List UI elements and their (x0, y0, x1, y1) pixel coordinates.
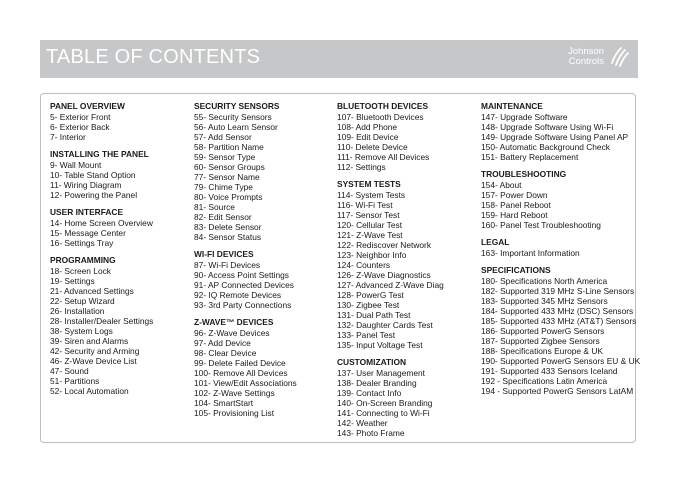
toc-entry[interactable]: 126- Z-Wave Diagnostics (337, 270, 431, 280)
toc-entry[interactable]: 108- Add Phone (337, 122, 398, 132)
contents-panel (40, 93, 641, 443)
toc-entry[interactable]: 160- Panel Test Troubleshooting (481, 220, 601, 230)
toc-entry[interactable]: 137- User Management (337, 368, 425, 378)
toc-entry[interactable]: 90- Access Point Settings (194, 270, 289, 280)
toc-entry[interactable]: 123- Neighbor Info (337, 250, 407, 260)
toc-entry[interactable]: 154- About (481, 180, 522, 190)
toc-entry[interactable]: 107- Bluetooth Devices (337, 112, 424, 122)
toc-entry[interactable]: 102- Z-Wave Settings (194, 388, 275, 398)
toc-entry[interactable]: 92- IQ Remote Devices (194, 290, 282, 300)
toc-entry[interactable]: 191- Supported 433 Sensors Iceland (481, 366, 618, 376)
toc-entry[interactable]: 60- Sensor Groups (194, 162, 265, 172)
toc-entry[interactable]: 93- 3rd Party Connections (194, 300, 292, 310)
toc-entry[interactable]: 11- Wiring Diagram (50, 180, 122, 190)
toc-entry[interactable]: 55- Security Sensors (194, 112, 272, 122)
section-bluetooth-devices (337, 101, 477, 172)
toc-entry[interactable]: 46- Z-Wave Device List (50, 356, 137, 366)
toc-entry[interactable]: 99- Delete Failed Device (194, 358, 286, 368)
toc-entry[interactable]: 142- Weather (337, 418, 388, 428)
section-installing-the-panel (50, 149, 190, 200)
section-title: BLUETOOTH DEVICES (337, 101, 429, 111)
toc-entry[interactable]: 163- Important Information (481, 248, 580, 258)
section-title: USER INTERFACE (50, 207, 124, 217)
toc-entry[interactable]: 15- Message Center (50, 228, 126, 238)
section-title: TROUBLESHOOTING (481, 169, 567, 179)
toc-entry[interactable]: 56- Auto Learn Sensor (194, 122, 278, 132)
toc-entry[interactable]: 185- Supported 433 MHz (AT&T) Sensors (481, 316, 637, 326)
section-troubleshooting (481, 169, 637, 230)
page-title: TABLE OF CONTENTS (46, 46, 261, 68)
toc-entry[interactable]: 148- Upgrade Software Using Wi-Fi (481, 122, 614, 132)
toc-entry[interactable]: 42- Security and Arming (50, 346, 140, 356)
section-legal (481, 237, 637, 258)
section-maintenance (481, 101, 637, 162)
toc-entry[interactable]: 157- Power Down (481, 190, 548, 200)
toc-entry[interactable]: 159- Hard Reboot (481, 210, 548, 220)
section-wi-fi-devices (194, 249, 334, 310)
toc-entry[interactable]: 117- Sensor Test (337, 210, 400, 220)
toc-entry[interactable]: 97- Add Device (194, 338, 251, 348)
toc-entry[interactable]: 10- Table Stand Option (50, 170, 136, 180)
toc-entry[interactable]: 128- PowerG Test (337, 290, 404, 300)
toc-entry[interactable]: 133- Panel Test (337, 330, 396, 340)
brand-wordmark (568, 47, 604, 67)
toc-entry[interactable]: 58- Partition Name (194, 142, 264, 152)
section-security-sensors (194, 101, 334, 242)
toc-entry[interactable]: 77- Sensor Name (194, 172, 260, 182)
toc-entry[interactable]: 83- Delete Sensor (194, 222, 262, 232)
toc-entry[interactable]: 101- View/Edit Associations (194, 378, 297, 388)
toc-entry[interactable]: 182- Supported 319 MHz S-Line Sensors (481, 286, 635, 296)
toc-entry[interactable]: 151- Battery Replacement (481, 152, 579, 162)
toc-entry[interactable]: 158- Panel Reboot (481, 200, 551, 210)
toc-entry[interactable]: 51- Partitions (50, 376, 100, 386)
toc-entry[interactable]: 127- Advanced Z-Wave Diag (337, 280, 444, 290)
toc-entry[interactable]: 143- Photo Frame (337, 428, 405, 438)
toc-entry[interactable]: 26- Installation (50, 306, 105, 316)
toc-entry[interactable]: 184- Supported 433 MHz (DSC) Sensors (481, 306, 634, 316)
toc-entry[interactable]: 116- Wi-Fi Test (337, 200, 393, 210)
section-programming (50, 255, 190, 396)
toc-entry[interactable]: 135- Input Voltage Test (337, 340, 423, 350)
toc-column-2 (194, 101, 334, 425)
toc-entry[interactable]: 59- Sensor Type (194, 152, 256, 162)
toc-entry[interactable]: 140- On-Screen Branding (337, 398, 433, 408)
section-title: CUSTOMIZATION (337, 357, 407, 367)
brand-line-2: Controls (568, 56, 604, 67)
toc-entry[interactable]: 5- Exterior Front (50, 112, 111, 122)
toc-entry[interactable]: 6- Exterior Back (50, 122, 110, 132)
toc-entry[interactable]: 91- AP Connected Devices (194, 280, 294, 290)
toc-entry[interactable]: 38- System Logs (50, 326, 113, 336)
toc-entry[interactable]: 138- Dealer Branding (337, 378, 417, 388)
toc-column-4 (481, 101, 641, 403)
toc-entry[interactable]: 110- Delete Device (337, 142, 408, 152)
toc-entry[interactable]: 149- Upgrade Software Using Panel AP (481, 132, 629, 142)
toc-entry[interactable]: 139- Contact Info (337, 388, 402, 398)
toc-entry[interactable]: 104- SmartStart (194, 398, 254, 408)
section-title: INSTALLING THE PANEL (50, 149, 149, 159)
toc-entry[interactable]: 111- Remove All Devices (337, 152, 430, 162)
toc-entry[interactable]: 12- Powering the Panel (50, 190, 138, 200)
toc-entry[interactable]: 98- Clear Device (194, 348, 257, 358)
toc-entry[interactable]: 186- Supported PowerG Sensors (481, 326, 605, 336)
toc-entry[interactable]: 79- Chime Type (194, 182, 253, 192)
toc-entry[interactable]: 120- Cellular Test (337, 220, 403, 230)
section-title: PROGRAMMING (50, 255, 116, 265)
toc-column-1 (50, 101, 190, 403)
toc-entry[interactable]: 81- Source (194, 202, 235, 212)
toc-entry[interactable]: 150- Automatic Background Check (481, 142, 610, 152)
toc-entry[interactable]: 131- Dual Path Test (337, 310, 411, 320)
toc-entry[interactable]: 47- Sound (50, 366, 89, 376)
toc-entry[interactable]: 112- Settings (337, 162, 386, 172)
toc-entry[interactable]: 9- Wall Mount (50, 160, 102, 170)
section-system-tests (337, 179, 477, 350)
section-z-wave-devices (194, 317, 334, 418)
toc-entry[interactable]: 124- Counters (337, 260, 391, 270)
toc-entry[interactable]: 132- Daughter Cards Test (337, 320, 433, 330)
section-title: MAINTENANCE (481, 101, 543, 111)
toc-entry[interactable]: 82- Edit Sensor (194, 212, 252, 222)
section-title: PANEL OVERVIEW (50, 101, 125, 111)
section-user-interface (50, 207, 190, 248)
brand-line-1: Johnson (568, 46, 604, 57)
section-customization (337, 357, 477, 438)
header-bar (40, 40, 638, 78)
toc-entry[interactable]: 190- Supported PowerG Sensors EU & UK (481, 356, 641, 366)
section-panel-overview (50, 101, 190, 142)
toc-entry[interactable]: 105- Provisioning List (194, 408, 275, 418)
toc-entry[interactable]: 122- Rediscover Network (337, 240, 432, 250)
section-title: WI-FI DEVICES (194, 249, 254, 259)
section-title: LEGAL (481, 237, 510, 247)
toc-entry[interactable]: 84- Sensor Status (194, 232, 262, 242)
toc-column-3 (337, 101, 477, 445)
toc-entry[interactable]: 21- Advanced Settings (50, 286, 134, 296)
toc-entry[interactable]: 22- Setup Wizard (50, 296, 115, 306)
toc-entry[interactable]: 194 - Supported PowerG Sensors LatAM (481, 386, 634, 396)
toc-entry[interactable]: 18- Screen Lock (50, 266, 111, 276)
toc-entry[interactable]: 14- Home Screen Overview (50, 218, 153, 228)
section-title: SECURITY SENSORS (194, 101, 280, 111)
toc-entry[interactable]: 192 - Specifications Latin America (481, 376, 608, 386)
toc-entry[interactable]: 114- System Tests (337, 190, 406, 200)
toc-entry[interactable]: 147- Upgrade Software (481, 112, 568, 122)
section-title: SPECIFICATIONS (481, 265, 551, 275)
toc-entry[interactable]: 109- Edit Device (337, 132, 399, 142)
toc-entry[interactable]: 87- Wi-Fi Devices (194, 260, 261, 270)
toc-entry[interactable]: 28- Installer/Dealer Settings (50, 316, 154, 326)
toc-entry[interactable]: 19- Settings (50, 276, 95, 286)
toc-entry[interactable]: 183- Supported 345 MHz Sensors (481, 296, 608, 306)
toc-entry[interactable]: 7- Interior (50, 132, 86, 142)
section-specifications (481, 265, 641, 396)
toc-entry[interactable]: 16- Settings Tray (50, 238, 114, 248)
section-title: SYSTEM TESTS (337, 179, 401, 189)
toc-entry[interactable]: 52- Local Automation (50, 386, 129, 396)
brand-logo (568, 45, 630, 69)
johnson-controls-logo-icon (608, 45, 630, 69)
toc-entry[interactable]: 96- Z-Wave Devices (194, 328, 270, 338)
toc-entry[interactable]: 121- Z-Wave Test (337, 230, 403, 240)
toc-entry[interactable]: 57- Add Sensor (194, 132, 252, 142)
toc-entry[interactable]: 180- Specifications North America (481, 276, 608, 286)
toc-entry[interactable]: 39- Siren and Alarms (50, 336, 129, 346)
toc-entry[interactable]: 188- Specifications Europe & UK (481, 346, 603, 356)
toc-entry[interactable]: 80- Voice Prompts (194, 192, 263, 202)
toc-entry[interactable]: 141- Connecting to Wi-Fi (337, 408, 430, 418)
toc-entry[interactable]: 130- Zigbee Test (337, 300, 400, 310)
toc-entry[interactable]: 100- Remove All Devices (194, 368, 288, 378)
toc-entry[interactable]: 187- Supported Zigbee Sensors (481, 336, 600, 346)
section-title: Z-WAVE™ DEVICES (194, 317, 274, 327)
